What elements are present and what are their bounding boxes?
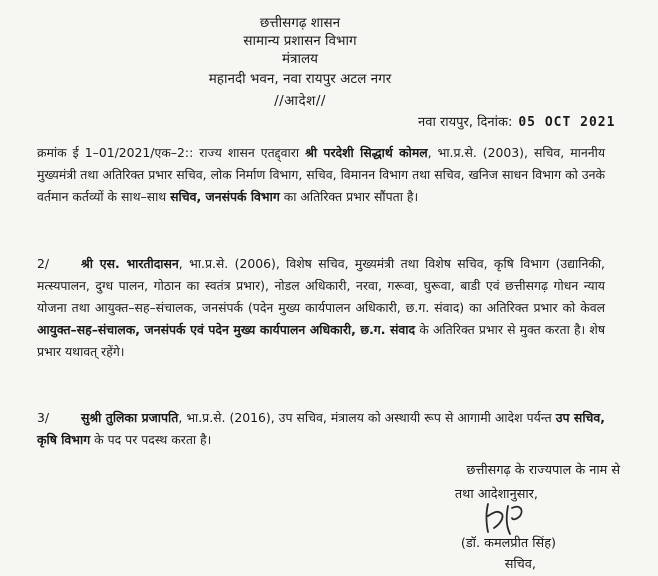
para3-body: , भा.प्र.से. (2016), उप सचिव, मंत्रालय को अस्थायी रूप से आगामी आदेश पर्यन्त bbox=[178, 410, 556, 425]
office-name: मंत्रालय bbox=[281, 51, 318, 67]
date-label: नवा रायपुर, दिनांक: bbox=[418, 115, 513, 130]
para2-relieved-post: आयुक्त–सह–संचालक, जनसंपर्क एवं पदेन मुख्य कार्यपालन अधिकारी, छ.ग. संवाद bbox=[37, 322, 416, 337]
closing-line-1: छत्तीसगढ़ के राज्यपाल के नाम से bbox=[466, 463, 620, 478]
para3-officer-name: सुश्री तुलिका प्रजापति bbox=[81, 410, 179, 425]
order-title: //आदेश// bbox=[274, 93, 326, 109]
para2-number: 2/ bbox=[37, 256, 50, 271]
para3-assigned-post: उप सचिव, कृषि विभाग bbox=[37, 410, 605, 447]
govt-name: छत्तीसगढ़ शासन bbox=[259, 15, 341, 31]
date-line bbox=[418, 112, 615, 130]
para2-body: , भा.प्र.से. (2006), विशेष सचिव, मुख्यमंत्री तथा विशेष सचिव, कृषि विभाग (उद्यानिकी, मत्स्यपालन, दुग्ध पालन, गोठान का स्वतंत्र प्रभार), नोडल अधिकारी, नरवा, गरूवा, घुरूवा, बाडी एवं छत्तीसगढ़ गोधन न्याय योजना तथा आयुक्त–सह–संचालक, जनसंपर्क (पदेन मुख्य कार्यपालन अधिकारी, छ.ग. संवाद) का अतिरिक्त प्रभार को केवल bbox=[37, 256, 605, 315]
paragraph-3 bbox=[37, 407, 605, 451]
closing-line-2: तथा आदेशानुसार, bbox=[454, 487, 538, 502]
paragraph-2 bbox=[37, 253, 605, 363]
para1-body: , भा.प्र.से. (2003), सचिव, माननीय मुख्यमंत्री तथा अतिरिक्त प्रभार सचिव, लोक निर्माण विभाग, सचिव, विमानन विभाग तथा सचिव, खनिज साधन विभाग को उनके वर्तमान कर्तव्यों के साथ–साथ bbox=[37, 145, 606, 204]
date-stamp: 05 OCT 2021 bbox=[518, 115, 616, 130]
para2-officer-name: श्री एस. भारतीदासन bbox=[81, 256, 179, 271]
para1-tail: का अतिरिक्त प्रभार सौंपता है। bbox=[279, 189, 419, 204]
para1-officer-name: श्री परदेशी सिद्धार्थ कोमल bbox=[305, 145, 428, 160]
department-name: सामान्य प्रशासन विभाग bbox=[243, 33, 357, 49]
paragraph-1 bbox=[37, 142, 605, 208]
para2-tail: के अतिरिक्त प्रभार से मुक्त करता है। शेष प्रभार यथावत् रहेंगे। bbox=[37, 322, 605, 359]
para3-tail: के पद पर पदस्थ करता है। bbox=[90, 432, 212, 447]
para3-number: 3/ bbox=[37, 410, 50, 425]
signatory-name: (डॉ. कमलप्रीत सिंह) bbox=[460, 536, 556, 551]
signatory-designation: सचिव, bbox=[504, 557, 536, 572]
office-address: महानदी भवन, नवा रायपुर अटल नगर bbox=[208, 71, 392, 87]
para1-assigned-post: सचिव, जनसंपर्क विभाग bbox=[170, 189, 280, 204]
para1-lead: क्रमांक ई 1–01/2021/एक–2:: राज्य शासन एतद्द्वारा bbox=[37, 145, 306, 160]
